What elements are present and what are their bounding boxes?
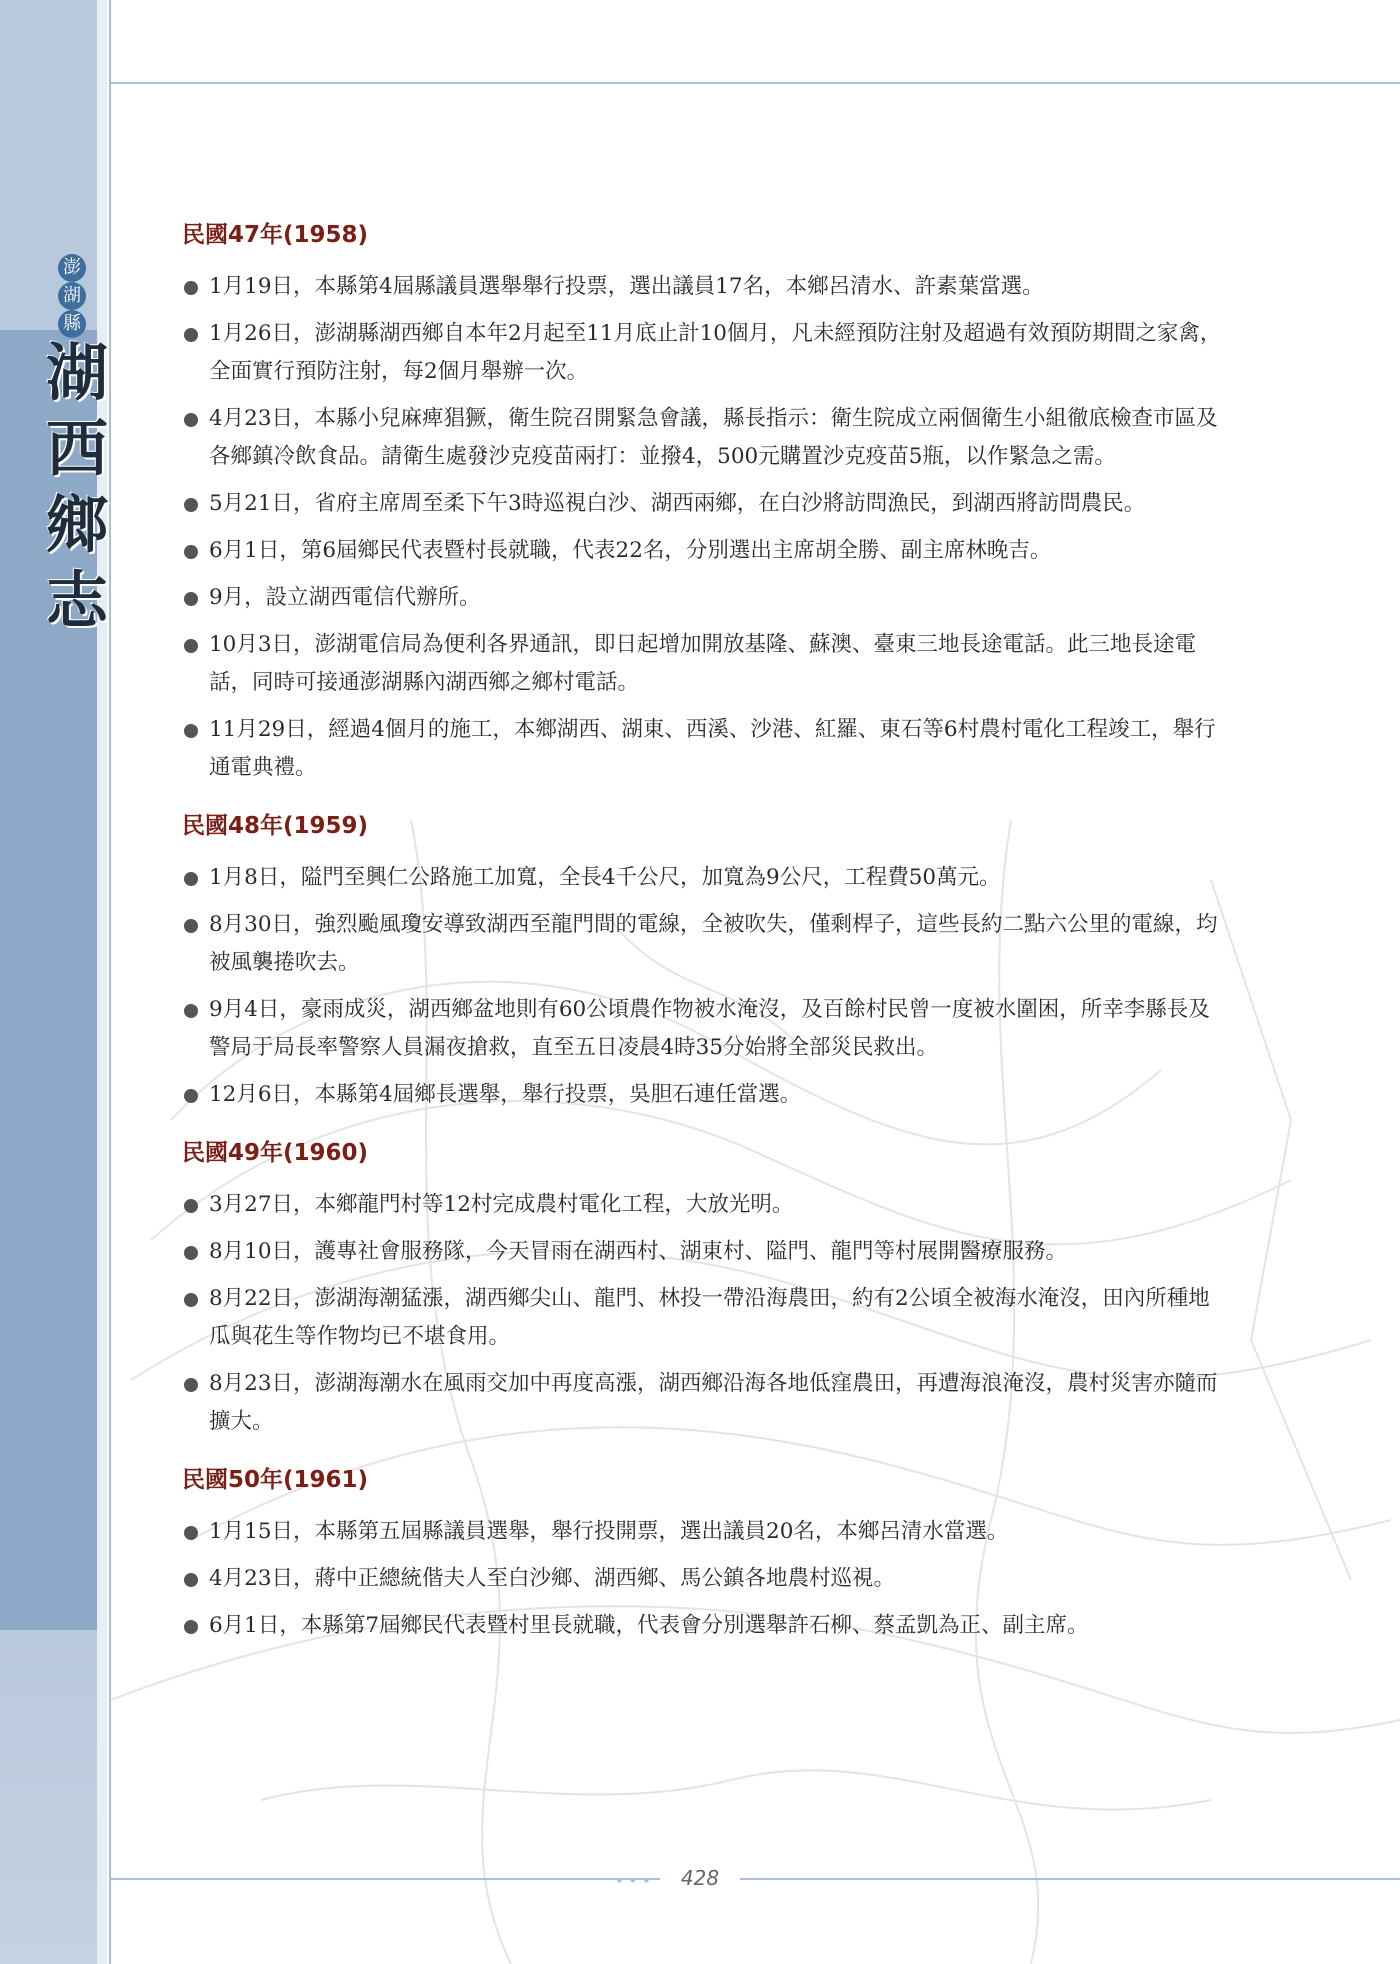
list-item [182, 1560, 1222, 1598]
footer-dots: ••• [614, 1871, 655, 1890]
list-item [182, 579, 1222, 617]
bullet-icon [184, 545, 198, 559]
entry-text: 8月30日，強烈颱風瓊安導致湖西至龍門間的電線，全被吹失，僅剩桿子，這些長約二點六公里的電線，均被風襲捲吹去。 [209, 912, 1218, 975]
book-title-char: 鄉 [46, 488, 109, 561]
list-item [182, 1076, 1222, 1114]
year-heading-1959: 民國48年(1959) [182, 813, 369, 839]
entry-text: 8月10日，護專社會服務隊，今天冒雨在湖西村、湖東村、隘門、龍門等村展開醫療服務。 [209, 1239, 1068, 1264]
bullet-icon [184, 919, 198, 933]
book-title-char: 志 [46, 564, 109, 637]
header-rule [109, 82, 1400, 84]
list-item [182, 485, 1222, 523]
entry-text: 4月23日，本縣小兒麻痺猖獗，衛生院召開緊急會議，縣長指示：衛生院成立兩個衛生小組徹底檢查市區及各鄉鎮冷飲食品。請衛生處發沙克疫苗兩打：並撥4，500元購置沙克疫苗5瓶，以作緊急之需。 [209, 406, 1218, 469]
book-title-char: 西 [46, 412, 109, 485]
list-item [182, 991, 1222, 1067]
entry-text: 3月27日，本鄉龍門村等12村完成農村電化工程，大放光明。 [209, 1192, 794, 1217]
entry-text: 10月3日，澎湖電信局為便利各界通訊，即日起增加開放基隆、蘇澳、臺東三地長途電話。此三地長途電話，同時可接通澎湖縣內湖西鄉之鄉村電話。 [209, 632, 1197, 695]
bullet-icon [184, 498, 198, 512]
list-item [182, 626, 1222, 702]
bullet-icon [184, 1573, 198, 1587]
bullet-icon [184, 1526, 198, 1540]
bullet-icon [184, 592, 198, 606]
county-badge-3: 縣 [58, 310, 86, 338]
list-item [182, 400, 1222, 476]
county-badge-2: 湖 [58, 282, 86, 310]
list-item [182, 532, 1222, 570]
list-item [182, 1186, 1222, 1224]
chronicle-content [182, 220, 1222, 1654]
bullet-icon [184, 639, 198, 653]
entry-text: 6月1日，本縣第7屆鄉民代表暨村里長就職，代表會分別選舉許石柳、蔡孟凱為正、副主席。 [209, 1613, 1089, 1638]
book-title-char: 湖 [46, 336, 109, 409]
entry-text: 1月19日，本縣第4屆縣議員選舉舉行投票，選出議員17名，本鄉呂清水、許素葉當選。 [209, 274, 1044, 299]
list-item [182, 268, 1222, 306]
page-number: 428 [660, 1866, 740, 1890]
entry-text: 12月6日，本縣第4屆鄉長選舉，舉行投票，吳胆石連任當選。 [209, 1082, 802, 1107]
bullet-icon [184, 1378, 198, 1392]
entry-text: 9月4日，豪雨成災，湖西鄉盆地則有60公頃農作物被水淹沒，及百餘村民曾一度被水圍困，所幸李縣長及警局于局長率警察人員漏夜搶救，直至五日凌晨4時35分始將全部災民救出。 [209, 997, 1210, 1060]
bullet-icon [184, 724, 198, 738]
bullet-icon [184, 872, 198, 886]
entry-text: 8月22日，澎湖海潮猛漲，湖西鄉尖山、龍門、林投一帶沿海農田，約有2公頃全被海水淹沒，田內所種地瓜與花生等作物均已不堪食用。 [209, 1286, 1210, 1349]
list-item [182, 1365, 1222, 1441]
entry-text: 1月8日，隘門至興仁公路施工加寬，全長4千公尺，加寬為9公尺，工程費50萬元。 [209, 865, 1001, 890]
bullet-icon [184, 1246, 198, 1260]
list-item [182, 1280, 1222, 1356]
entry-text: 5月21日，省府主席周至柔下午3時巡視白沙、湖西兩鄉，在白沙將訪問漁民，到湖西將訪問農民。 [209, 491, 1146, 516]
entry-text: 6月1日，第6屆鄉民代表暨村長就職，代表22名，分別選出主席胡全勝、副主席林晚吉。 [209, 538, 1052, 563]
entry-text: 4月23日，蔣中正總統偕夫人至白沙鄉、湖西鄉、馬公鎮各地農村巡視。 [209, 1566, 896, 1591]
list-item [182, 315, 1222, 391]
bullet-icon [184, 1293, 198, 1307]
bullet-icon [184, 328, 198, 342]
list-item [182, 1513, 1222, 1551]
bullet-icon [184, 1004, 198, 1018]
list-item [182, 906, 1222, 982]
year-heading-1958: 民國47年(1958) [182, 222, 369, 248]
footer-rule [109, 1878, 1400, 1880]
list-item [182, 711, 1222, 787]
year-heading-1960: 民國49年(1960) [182, 1140, 369, 1166]
list-item [182, 859, 1222, 897]
bullet-icon [184, 1620, 198, 1634]
bullet-icon [184, 281, 198, 295]
entry-text: 11月29日，經過4個月的施工，本鄉湖西、湖東、西溪、沙港、紅羅、東石等6村農村電化工程竣工，舉行通電典禮。 [209, 717, 1216, 780]
bullet-icon [184, 1199, 198, 1213]
bullet-icon [184, 413, 198, 427]
entry-text: 1月26日，澎湖縣湖西鄉自本年2月起至11月底止計10個月，凡未經預防注射及超過有效預防期間之家禽，全面實行預防注射，每2個月舉辦一次。 [209, 321, 1222, 384]
county-badge-1: 澎 [58, 254, 86, 282]
list-item [182, 1607, 1222, 1645]
sidebar-edge [97, 0, 107, 1964]
bullet-icon [184, 1089, 198, 1103]
book-title-vertical [46, 335, 109, 639]
entry-text: 9月，設立湖西電信代辦所。 [209, 585, 481, 610]
entry-text: 1月15日，本縣第五屆縣議員選舉，舉行投開票，選出議員20名，本鄉呂清水當選。 [209, 1519, 1009, 1544]
list-item [182, 1233, 1222, 1271]
year-heading-1961: 民國50年(1961) [182, 1467, 369, 1493]
entry-text: 8月23日，澎湖海潮水在風雨交加中再度高漲，湖西鄉沿海各地低窪農田，再遭海浪淹沒，農村災害亦隨而擴大。 [209, 1371, 1218, 1434]
